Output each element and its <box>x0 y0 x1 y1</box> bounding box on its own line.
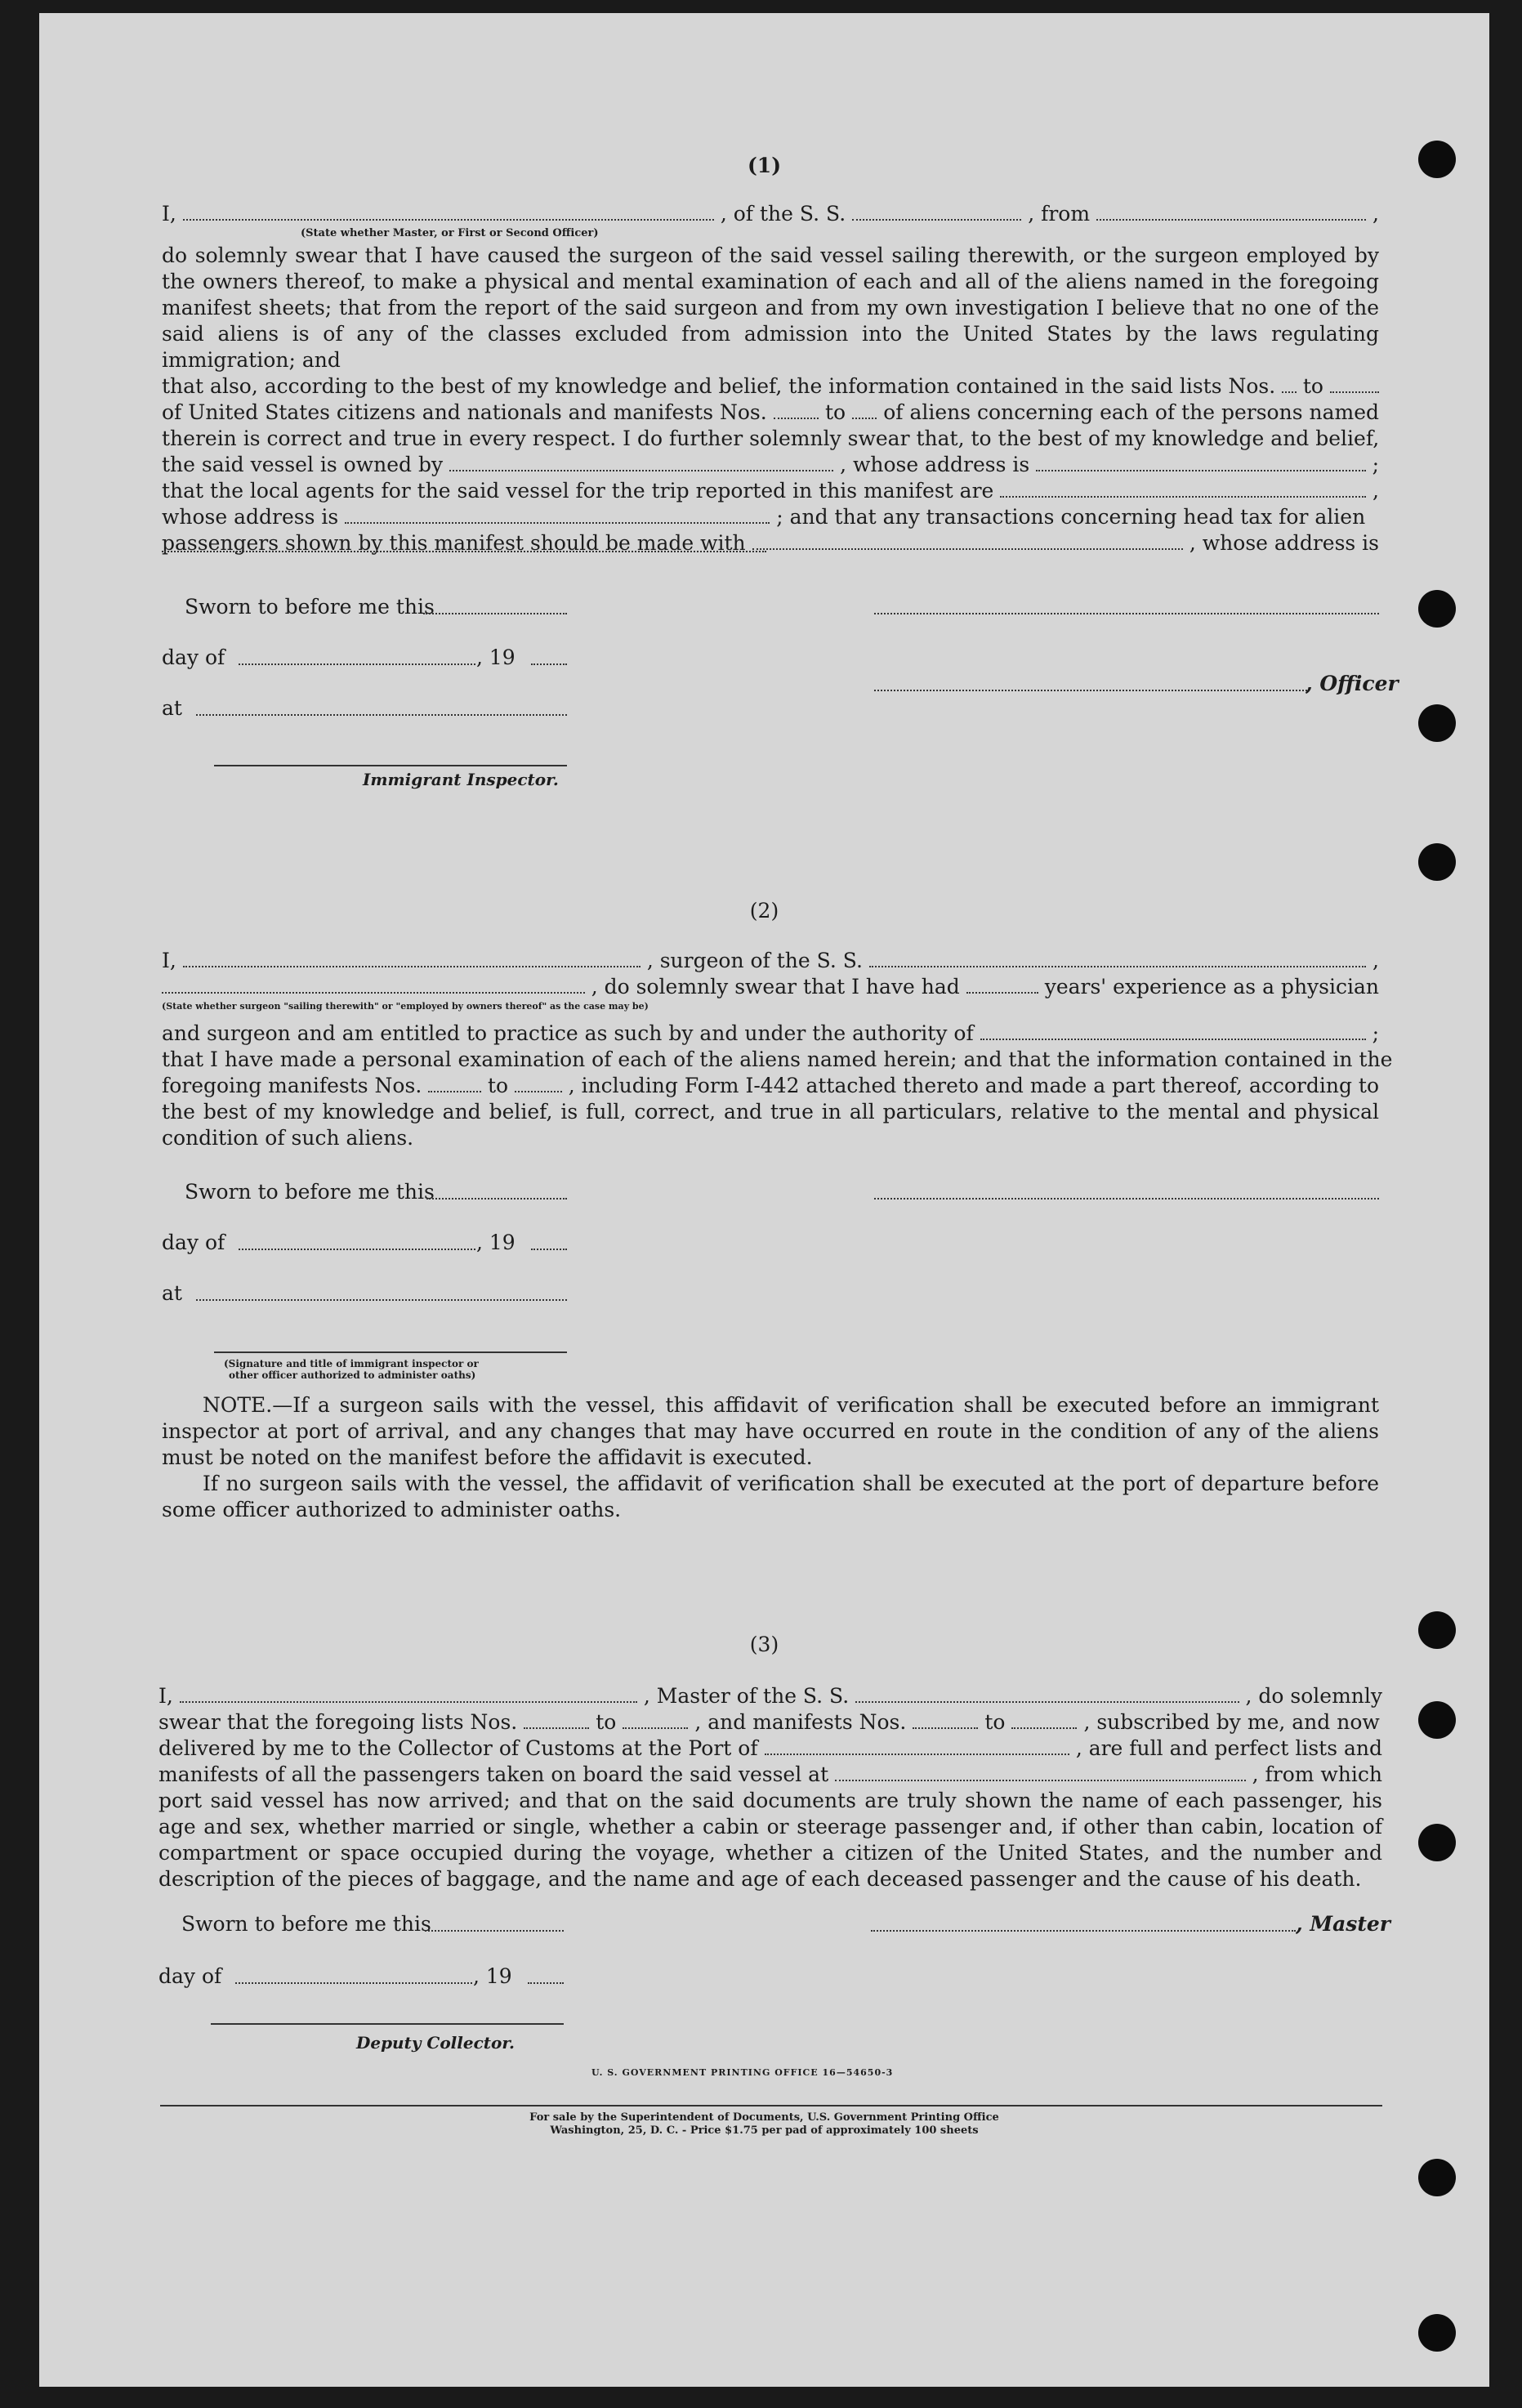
master-name-field <box>180 1685 637 1703</box>
port-field <box>765 1737 1069 1755</box>
s2-year-field <box>531 1249 567 1250</box>
s1-sworn: Sworn to before me this <box>185 595 435 619</box>
binder-hole <box>1418 2159 1456 2196</box>
s2-sigcap-1: (Signature and title of immigrant inspector or <box>224 1358 479 1369</box>
s3-port-line: delivered by me to the Collector of Customs at the Port of , are full and perfect lists and <box>158 1736 1382 1760</box>
s3-collector-label: Deputy Collector. <box>356 2033 516 2053</box>
s2-paragraph: the best of my knowledge and belief, is full, correct, and true in all particulars, relative to the mental and physical condition of such aliens. <box>162 1100 1379 1150</box>
s2-surgeon-line: I, , surgeon of the S. S. , <box>162 949 1379 972</box>
s1-year: , 19 <box>476 646 516 669</box>
s3-boarding-line: manifests of all the passengers taken on board the said vessel at , from which <box>158 1762 1382 1786</box>
s3-year: , 19 <box>473 1964 512 1988</box>
s3-master-line: I, , Master of the S. S. , do solemnly <box>158 1684 1382 1708</box>
s1-dayof: day of <box>162 646 225 669</box>
s1-correct-line: therein is correct and true in every respect. I do further solemnly swear that, to the best of my knowledge and belief, <box>162 427 1380 450</box>
s1-at-field <box>196 714 567 716</box>
s1-agents-address-line: whose address is ; and that any transactions concerning head tax for alien <box>162 505 1366 529</box>
agents-field <box>1000 480 1366 498</box>
s2-experience-line: , do solemnly swear that I have had years' experience as a physician <box>162 974 1379 1000</box>
lists-from-field <box>1282 375 1297 393</box>
s1-inspector-label: Immigrant Inspector. <box>363 770 559 789</box>
s2-sworn-field <box>426 1198 567 1200</box>
vessel-name-field <box>852 203 1021 221</box>
s2-at: at <box>162 1281 182 1305</box>
binder-hole <box>1418 590 1456 628</box>
s3-day-field <box>235 1982 472 1984</box>
s2-authority-line: and surgeon and am entitled to practice as such by and under the authority of ; <box>162 1021 1379 1045</box>
s1-officer-label: , Officer <box>1306 672 1399 695</box>
s1-year-field <box>531 663 567 665</box>
agents-address-field <box>345 506 770 524</box>
note-1: NOTE.—If a surgeon sails with the vessel, this affidavit of verification shall be executed before an immigrant inspector at port of arrival, and any changes that may have occurred en route in the condition of any of the aliens must be noted on the manifest before the affidavit is executed. <box>162 1393 1379 1469</box>
s2-dayof: day of <box>162 1231 225 1254</box>
s2-manifests-from-field <box>428 1074 481 1092</box>
officer-rank-field <box>183 203 714 221</box>
boarding-port-field <box>835 1763 1245 1781</box>
s3-master-label: , Master <box>1296 1912 1390 1936</box>
s2-sigcap-2: other officer authorized to administer oaths) <box>229 1369 476 1381</box>
s2-sworn: Sworn to before me this <box>185 1180 435 1204</box>
manifests-from-field <box>774 401 819 419</box>
binder-hole <box>1418 704 1456 742</box>
section-1-number: (1) <box>747 154 782 177</box>
sale-line-1: For sale by the Superintendent of Documents, U.S. Government Printing Office <box>529 2111 999 2124</box>
s1-paragraph: do solemnly swear that I have caused the surgeon of the said vessel sailing therewith, or the surgeon employed by the owners thereof, to make a physical and mental examination of each and all of the aliens named in the foregoing manifest sheets; that from the report of the said surgeon and from my own investigation I believe that no one of the said aliens is of any of the classes excluded from admission into the United States by the laws regulating immigration; and <box>162 243 1379 372</box>
s1-agents-line: that the local agents for the said vessel for the trip reported in this manifest are , <box>162 479 1379 503</box>
s2-manifests-line: foregoing manifests Nos. to , including Form I-442 attached thereto and made a part thereof, according to <box>162 1074 1379 1097</box>
s2-official-signature <box>214 1351 567 1353</box>
s3-lists-line: swear that the foregoing lists Nos. to , and manifests Nos. to , subscribed by me, and now <box>158 1710 1380 1734</box>
s1-inspector-signature <box>214 765 567 766</box>
s1-owner-line: the said vessel is owned by , whose address is ; <box>162 453 1379 476</box>
s1-head-tax-line: passengers shown by this manifest should be made with , whose address is <box>162 531 1379 555</box>
s2-day-field <box>239 1249 475 1250</box>
section-2 <box>162 948 1393 1151</box>
manifests-to-field <box>852 401 877 419</box>
authority-field <box>980 1022 1366 1040</box>
s1-sworn-field <box>423 613 567 614</box>
s3-dayof: day of <box>158 1964 222 1988</box>
binder-hole <box>1418 1824 1456 1861</box>
s1-at: at <box>162 696 182 720</box>
note-2: If no surgeon sails with the vessel, the affidavit of verification shall be executed at the port of departure before some officer authorized to administer oaths. <box>162 1472 1379 1521</box>
sale-line-2: Washington, 25, D. C. - Price $1.75 per pad of approximately 100 sheets <box>550 2124 979 2137</box>
departure-port-field <box>1096 203 1366 221</box>
s3-sworn-field <box>425 1930 564 1932</box>
s3-master-signature <box>871 1930 1296 1932</box>
s3-year-field <box>528 1982 564 1984</box>
s3-collector-signature <box>211 2023 564 2025</box>
s1-lists-line: that also, according to the best of my knowledge and belief, the information contained in the said lists Nos. to <box>162 373 1379 400</box>
s2-manifests-to-field <box>515 1074 562 1092</box>
s1-address-continuation <box>162 551 766 552</box>
lists-to-field <box>1330 375 1379 393</box>
note-block <box>162 1392 1379 1523</box>
s3-lists-to-field <box>623 1711 688 1729</box>
binder-hole <box>1418 2314 1456 2352</box>
s3-lists-from-field <box>524 1711 589 1729</box>
section-3-number: (3) <box>749 1633 779 1656</box>
section-2-number: (2) <box>749 899 779 923</box>
surgeon-name-field <box>183 949 640 967</box>
surgeon-type-field <box>162 976 585 994</box>
s2-surgeon-signature <box>874 1198 1379 1200</box>
s1-officer-line: I, , of the S. S. , from , <box>162 202 1379 226</box>
head-tax-field <box>752 532 1183 550</box>
s2-examination-line: that I have made a personal examination of each of the aliens named herein; and that the information contained in the <box>162 1048 1393 1071</box>
binder-hole <box>1418 1701 1456 1739</box>
s1-officer-note: (State whether Master, or First or Second Officer) <box>301 227 599 239</box>
s1-officer-signature <box>874 690 1307 691</box>
section-1 <box>162 201 1379 556</box>
years-field <box>966 976 1038 994</box>
section-3 <box>158 1683 1382 1892</box>
footer-rule <box>160 2105 1382 2106</box>
s3-paragraph: port said vessel has now arrived; and that on the said documents are truly shown the name of each passenger, his age and sex, whether married or single, whether a cabin or steerage passenger and, if other than cabin, location of compartment or space occupied during the voyage, whether a citizen of the United States, and the number and description of the pieces of baggage, and the name and age of each deceased passenger and the cause of his death. <box>158 1789 1382 1891</box>
s1-officer-signature-top <box>874 613 1379 614</box>
s1-manifests-line: of United States citizens and nationals and manifests Nos. to of aliens concerning each of the persons named <box>162 400 1379 424</box>
s3-sworn: Sworn to before me this <box>181 1912 431 1936</box>
s2-surgeon-note: (State whether surgeon "sailing therewith" or "employed by owners thereof" as the case may be) <box>162 1001 649 1012</box>
s1-day-field <box>239 663 475 665</box>
owner-address-field <box>1036 453 1365 471</box>
binder-hole <box>1418 843 1456 881</box>
owner-field <box>449 453 833 471</box>
s2-vessel-field <box>869 949 1366 967</box>
s3-vessel-field <box>855 1685 1239 1703</box>
s3-manifests-from-field <box>913 1711 978 1729</box>
form-sheet <box>39 13 1489 2387</box>
s2-year: , 19 <box>476 1231 516 1254</box>
s3-manifests-to-field <box>1011 1711 1077 1729</box>
gpo-imprint: U. S. GOVERNMENT PRINTING OFFICE 16—54650-3 <box>591 2067 894 2078</box>
s2-at-field <box>196 1299 567 1301</box>
